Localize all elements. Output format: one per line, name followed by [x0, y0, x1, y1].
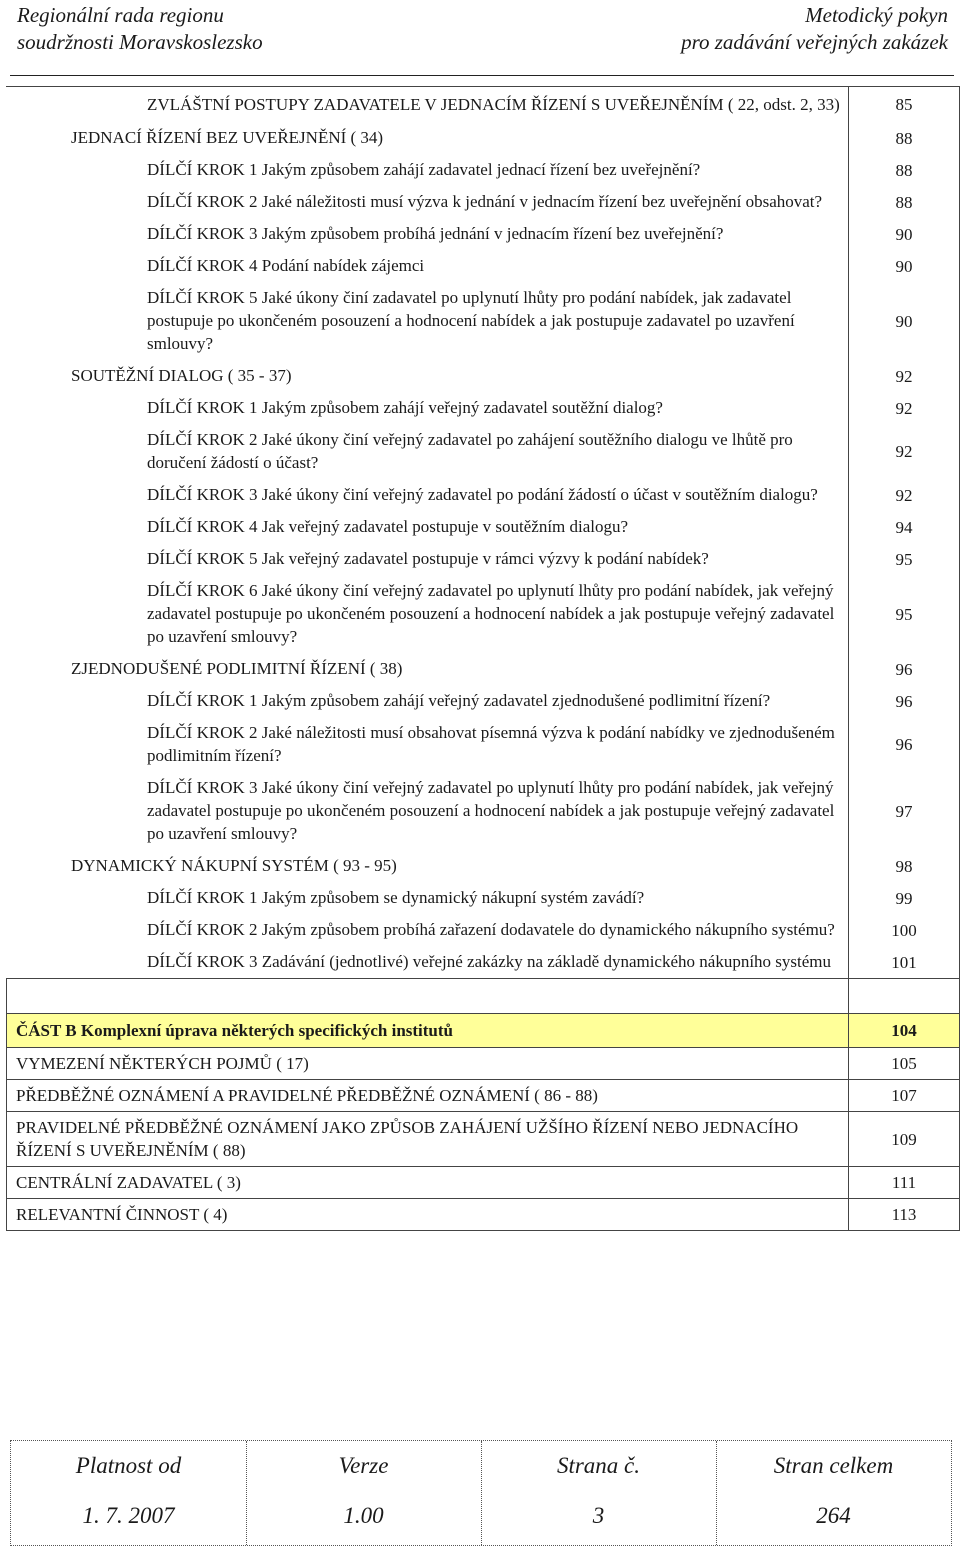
toc-entry[interactable]	[7, 154, 960, 186]
toc-entry-title	[7, 543, 849, 575]
toc-entry-text: DÍLČÍ KROK 2 Jaké náležitosti musí obsahovat písemná výzva k podání nabídky ve zjednodušeném podlimitním řízení?	[147, 723, 835, 765]
toc-entry-text: DÍLČÍ KROK 4 Podání nabídek zájemci	[147, 256, 425, 275]
toc-entry-text: ZJEDNODUŠENÉ PODLIMITNÍ ŘÍZENÍ ( 38)	[71, 659, 403, 678]
header-left-line2: soudržnosti Moravskoslezsko	[17, 30, 263, 54]
toc-entry[interactable]	[7, 946, 960, 979]
toc-entry-page: 96	[849, 717, 960, 772]
toc-entry[interactable]	[7, 1199, 960, 1231]
toc-entry-title	[7, 186, 849, 218]
toc-entry-title	[7, 424, 849, 479]
toc-entry-title	[7, 122, 849, 154]
page-footer	[10, 1440, 952, 1546]
toc-entry-page: 85	[849, 87, 960, 123]
toc-entry-page: 99	[849, 882, 960, 914]
toc-entry-page: 95	[849, 543, 960, 575]
toc-spacer-row	[7, 979, 960, 1014]
toc-entry-title	[7, 850, 849, 882]
toc-entry-title	[7, 479, 849, 511]
toc-entry-title	[7, 511, 849, 543]
toc-entry-title	[7, 218, 849, 250]
header-right-line1: Metodický pokyn	[805, 3, 948, 27]
toc-entry-page: 92	[849, 392, 960, 424]
footer-value-valid-from: 1. 7. 2007	[82, 1503, 175, 1528]
toc-entry[interactable]	[7, 717, 960, 772]
toc-entry-page: 92	[849, 424, 960, 479]
toc-entry-page: 97	[849, 772, 960, 850]
toc-entry-text: ZVLÁŠTNÍ POSTUPY ZADAVATELE V JEDNACÍM ŘÍZENÍ S UVEŘEJNĚNÍM ( 22, odst. 2, 33)	[147, 95, 840, 114]
toc-entry-title: CENTRÁLNÍ ZADAVATEL ( 3)	[7, 1167, 849, 1199]
toc-entry[interactable]	[7, 218, 960, 250]
toc-entry[interactable]	[7, 1167, 960, 1199]
toc-entry-text: DÍLČÍ KROK 1 Jakým způsobem zahájí veřejný zadavatel soutěžní dialog?	[147, 398, 663, 417]
toc-entry-title	[7, 772, 849, 850]
toc-entry-page: 95	[849, 575, 960, 653]
toc-entry-title	[7, 685, 849, 717]
toc-entry-page: 113	[849, 1199, 960, 1231]
part-b-title: ČÁST B Komplexní úprava některých specifických institutů	[7, 1014, 849, 1048]
toc-entry-page: 105	[849, 1048, 960, 1080]
header-divider	[10, 75, 954, 76]
toc-entry-page: 88	[849, 122, 960, 154]
header-left-line1: Regionální rada regionu	[17, 3, 224, 27]
toc-entry-title	[7, 392, 849, 424]
toc-entry-page: 92	[849, 360, 960, 392]
toc-entry[interactable]	[7, 87, 960, 123]
toc-entry[interactable]	[7, 882, 960, 914]
toc-entry[interactable]	[7, 1112, 960, 1167]
toc-entry-page: 94	[849, 511, 960, 543]
toc-entry[interactable]	[7, 122, 960, 154]
toc-entry-text: DÍLČÍ KROK 6 Jaké úkony činí veřejný zadavatel po uplynutí lhůty pro podání nabídek, jak veřejný zadavatel postupuje po ukončeném posouzení a hodnocení nabídek a jak postupuje veřejný zadavatel po uzavření smlouvy?	[147, 581, 835, 646]
toc-entry[interactable]	[7, 575, 960, 653]
toc-entry-text: DÍLČÍ KROK 3 Jakým způsobem probíhá jednání v jednacím řízení bez uveřejnění?	[147, 224, 724, 243]
toc-entry-text: JEDNACÍ ŘÍZENÍ BEZ UVEŘEJNĚNÍ ( 34)	[71, 128, 384, 147]
toc-entry-page: 101	[849, 946, 960, 979]
toc-entry-title	[7, 575, 849, 653]
toc-entry[interactable]	[7, 850, 960, 882]
toc-entry-title: PŘEDBĚŽNÉ OZNÁMENÍ A PRAVIDELNÉ PŘEDBĚŽNÉ OZNÁMENÍ ( 86 - 88)	[7, 1080, 849, 1112]
toc-entry-page: 96	[849, 685, 960, 717]
toc-entry-page: 111	[849, 1167, 960, 1199]
toc-entry-text: DÍLČÍ KROK 2 Jakým způsobem probíhá zařazení dodavatele do dynamického nákupního systému?	[147, 920, 835, 939]
toc-entry[interactable]	[7, 772, 960, 850]
footer-label-valid-from: Platnost od	[75, 1453, 182, 1478]
toc-entry-page: 96	[849, 653, 960, 685]
toc-entry-page: 98	[849, 850, 960, 882]
toc-entry[interactable]	[7, 1080, 960, 1112]
toc-entry[interactable]	[7, 685, 960, 717]
toc-entry-title	[7, 154, 849, 186]
toc-entry-title	[7, 653, 849, 685]
toc-entry-text: DYNAMICKÝ NÁKUPNÍ SYSTÉM ( 93 - 95)	[71, 856, 397, 875]
toc-entry-page: 90	[849, 250, 960, 282]
toc-entry-page: 90	[849, 282, 960, 360]
footer-label-page-number: Strana č.	[556, 1453, 641, 1478]
toc-entry-page: 90	[849, 218, 960, 250]
toc-entry-title	[7, 250, 849, 282]
footer-value-version: 1.00	[343, 1503, 384, 1528]
part-b-page: 104	[849, 1014, 960, 1048]
toc-entry-text: DÍLČÍ KROK 1 Jakým způsobem se dynamický nákupní systém zavádí?	[147, 888, 645, 907]
toc-entry-text: SOUTĚŽNÍ DIALOG ( 35 - 37)	[71, 366, 292, 385]
toc-entry-page: 109	[849, 1112, 960, 1167]
toc-entry-text: DÍLČÍ KROK 5 Jak veřejný zadavatel postupuje v rámci výzvy k podání nabídek?	[147, 549, 709, 568]
toc-entry-title	[7, 87, 849, 123]
toc-entry-page: 88	[849, 186, 960, 218]
footer-label-version: Verze	[338, 1453, 389, 1478]
toc-spacer	[7, 979, 849, 1014]
footer-label-total-pages: Stran celkem	[773, 1453, 894, 1478]
toc-entry[interactable]	[7, 282, 960, 360]
toc-entry-text: DÍLČÍ KROK 5 Jaké úkony činí zadavatel po uplynutí lhůty pro podání nabídek, jak zadavatel postupuje po ukončeném posouzení a hodnocení nabídek a jak postupuje zadavatel po uzavření smlouvy?	[147, 288, 795, 353]
header-document-title	[681, 2, 948, 56]
toc-entry[interactable]	[7, 392, 960, 424]
toc-entry-text: DÍLČÍ KROK 4 Jak veřejný zadavatel postupuje v soutěžním dialogu?	[147, 517, 629, 536]
header-organization	[17, 2, 263, 56]
toc-entry-title	[7, 882, 849, 914]
footer-value-total-pages: 264	[816, 1503, 851, 1528]
toc-entry[interactable]	[7, 250, 960, 282]
toc-entry-title	[7, 360, 849, 392]
toc-entry-text: DÍLČÍ KROK 1 Jakým způsobem zahájí veřejný zadavatel zjednodušené podlimitní řízení?	[147, 691, 771, 710]
toc-entry-title: RELEVANTNÍ ČINNOST ( 4)	[7, 1199, 849, 1231]
toc-spacer	[849, 979, 960, 1014]
toc-entry[interactable]	[7, 424, 960, 479]
toc-entry-title: PRAVIDELNÉ PŘEDBĚŽNÉ OZNÁMENÍ JAKO ZPŮSOB ZAHÁJENÍ UŽŠÍHO ŘÍZENÍ NEBO JEDNACÍHO ŘÍZENÍ S UVEŘEJNĚNÍM ( 88)	[7, 1112, 849, 1167]
toc-entry-page: 107	[849, 1080, 960, 1112]
toc-entry-title	[7, 717, 849, 772]
toc-entry-text: DÍLČÍ KROK 1 Jakým způsobem zahájí zadavatel jednací řízení bez uveřejnění?	[147, 160, 701, 179]
toc-entry-title: VYMEZENÍ NĚKTERÝCH POJMŮ ( 17)	[7, 1048, 849, 1080]
toc-entry[interactable]	[7, 186, 960, 218]
toc-entry[interactable]	[7, 1048, 960, 1080]
toc-entry-page: 88	[849, 154, 960, 186]
toc-entry[interactable]	[7, 543, 960, 575]
toc-entry-text: DÍLČÍ KROK 2 Jaké úkony činí veřejný zadavatel po zahájení soutěžního dialogu ve lhůtě pro doručení žádostí o účast?	[147, 430, 793, 472]
page-header	[0, 0, 960, 62]
toc-entry-title	[7, 282, 849, 360]
toc-entry-text: DÍLČÍ KROK 3 Zadávání (jednotlivé) veřejné zakázky na základě dynamického nákupního systému	[147, 952, 832, 971]
toc-entry-text: DÍLČÍ KROK 3 Jaké úkony činí veřejný zadavatel po uplynutí lhůty pro podání nabídek, jak veřejný zadavatel postupuje po ukončeném posouzení a hodnocení nabídek a jak postupuje veřejný zadavatel po uzavření smlouvy?	[147, 778, 835, 843]
toc-entry[interactable]	[7, 479, 960, 511]
toc-entry[interactable]	[7, 914, 960, 946]
toc-entry[interactable]	[7, 511, 960, 543]
toc-entry-title	[7, 914, 849, 946]
footer-value-page-number: 3	[592, 1503, 605, 1528]
toc-entry-title	[7, 946, 849, 979]
toc-entry-text: DÍLČÍ KROK 3 Jaké úkony činí veřejný zadavatel po podání žádostí o účast v soutěžním dialogu?	[147, 485, 818, 504]
toc-entry-text: DÍLČÍ KROK 2 Jaké náležitosti musí výzva k jednání v jednacím řízení bez uveřejnění obsahovat?	[147, 192, 823, 211]
table-of-contents	[6, 86, 960, 1231]
toc-entry[interactable]	[7, 653, 960, 685]
toc-entry[interactable]	[7, 360, 960, 392]
toc-part-heading[interactable]	[7, 1014, 960, 1048]
toc-entry-page: 92	[849, 479, 960, 511]
toc-entry-page: 100	[849, 914, 960, 946]
header-right-line2: pro zadávání veřejných zakázek	[681, 30, 948, 54]
